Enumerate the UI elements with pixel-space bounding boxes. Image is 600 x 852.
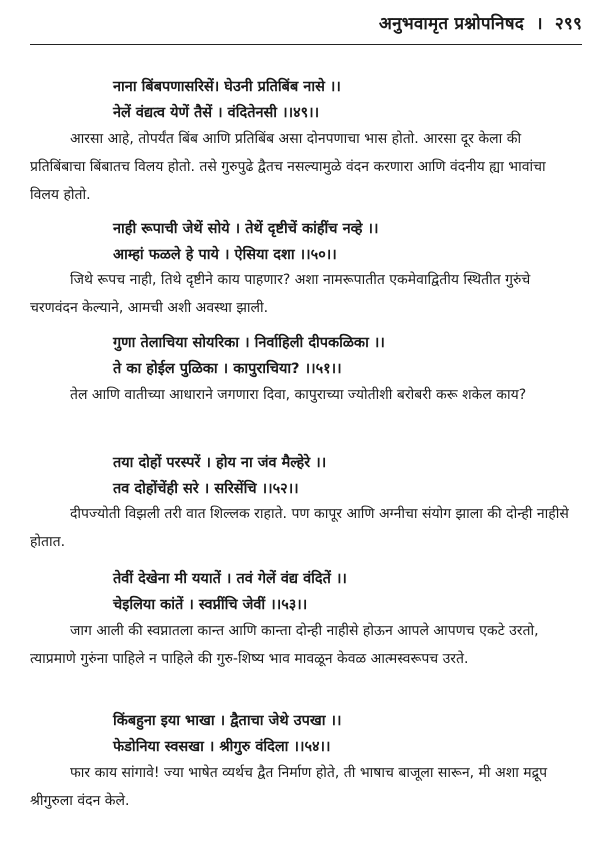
commentary-text: तेल आणि वातीच्या आधाराने जगणारा दिवा, कापुराच्या ज्योतीशी बरोबरी करू शकेल काय? (70, 387, 527, 403)
commentary-52 (30, 500, 574, 556)
verse-line: तव दोहोंचेंही सरे । सरिसेंचि ।।५२।। (113, 481, 299, 497)
commentary-50 (30, 266, 574, 322)
verse-line: नाना बिंबपणासरिसें। घेउनी प्रतिबिंब नासे ।। (113, 79, 341, 95)
verse-line: किंबहुना इया भाखा । द्वैताचा जेथे उपखा ।। (113, 713, 342, 729)
verse-line: तया दोहों परस्परें । होय ना जंव मैल्हेरे ।। (113, 455, 327, 471)
commentary-49 (30, 125, 574, 209)
commentary-text: आरसा आहे, तोपर्यंत बिंब आणि प्रतिबिंब असा दोनपणाचा भास होतो. आरसा दूर केला की प्रतिबिंबाचा बिंबातच विलय होतो. तसे गुरुपुढे द्वैतच नसल्यामुळे वंदन करणारा आणि वंदनीय ह्या भावांचा विलय होतो. (30, 131, 546, 203)
verse-53 (113, 566, 573, 618)
verse-line: आम्हां फळले हे पाये । ऐसिया दशा ।।५०।। (113, 247, 337, 263)
commentary-text: दीपज्योती विझली तरी वात शिल्लक राहाते. पण कापूर आणि अग्नीचा संयोग झाला की दोन्ही नाहीसे होतात. (30, 506, 569, 550)
page-header (30, 8, 582, 40)
commentary-53 (30, 617, 574, 673)
verse-line: गुणा तेलाचिया सोयरिका । निर्वाहिली दीपकळिका ।। (113, 335, 385, 351)
verse-50 (113, 216, 573, 268)
verse-line: फेडोनिया स्वसखा । श्रीगुरु वंदिला ।।५४।। (113, 739, 331, 755)
commentary-text: फार काय सांगावे! ज्या भाषेत व्यर्थच द्वैत निर्माण होते, ती भाषाच बाजूला सारून, मी अशा मद्रूप श्रीगुरुला वंदन केले. (30, 765, 548, 809)
verse-line: ते का होईल पुळिका । कापुराचिया? ।।५१।। (113, 361, 342, 377)
verse-line: नाही रूपाची जेथें सोये । तेथें दृष्टीचें कांहींच नव्हे ।। (113, 221, 379, 237)
verse-line: चेइलिया कांतें । स्वप्नींचि जेवीं ।।५३।। (113, 597, 308, 613)
verse-51 (113, 330, 573, 382)
verse-line: तेवीं देखेना मी ययातें । तवं गेलें वंद्य वंदितें ।। (113, 571, 347, 587)
commentary-51 (30, 381, 574, 409)
verse-line: नेलें वंद्यत्व येणें तैसें । वंदितेनसी ।।४९।। (113, 105, 320, 121)
verse-49 (113, 74, 573, 126)
verse-54 (113, 708, 573, 760)
header-title: अनुभवामृत प्रश्नोपनिषद (378, 14, 524, 34)
commentary-54 (30, 759, 574, 815)
commentary-text: जिथे रूपच नाही, तिथे दृष्टीने काय पाहणार? अशा नामरूपातीत एकमेवाद्वितीय स्थितीत गुरुंचे चरणवंदन केल्याने, आमची अशी अवस्था झाली. (30, 272, 531, 316)
header-rule (30, 44, 582, 45)
verse-52 (113, 450, 573, 502)
header-separator: । (536, 14, 543, 34)
commentary-text: जाग आली की स्वप्नातला कान्त आणि कान्ता दोन्ही नाहीसे होऊन आपले आपणच एकटे उरतो, त्याप्रमाणे गुरुंना पाहिले न पाहिले की गुरु-शिष्य भाव मावळून केवळ आत्मस्वरूपच उरते. (30, 623, 539, 667)
page-number: २९९ (554, 14, 582, 34)
